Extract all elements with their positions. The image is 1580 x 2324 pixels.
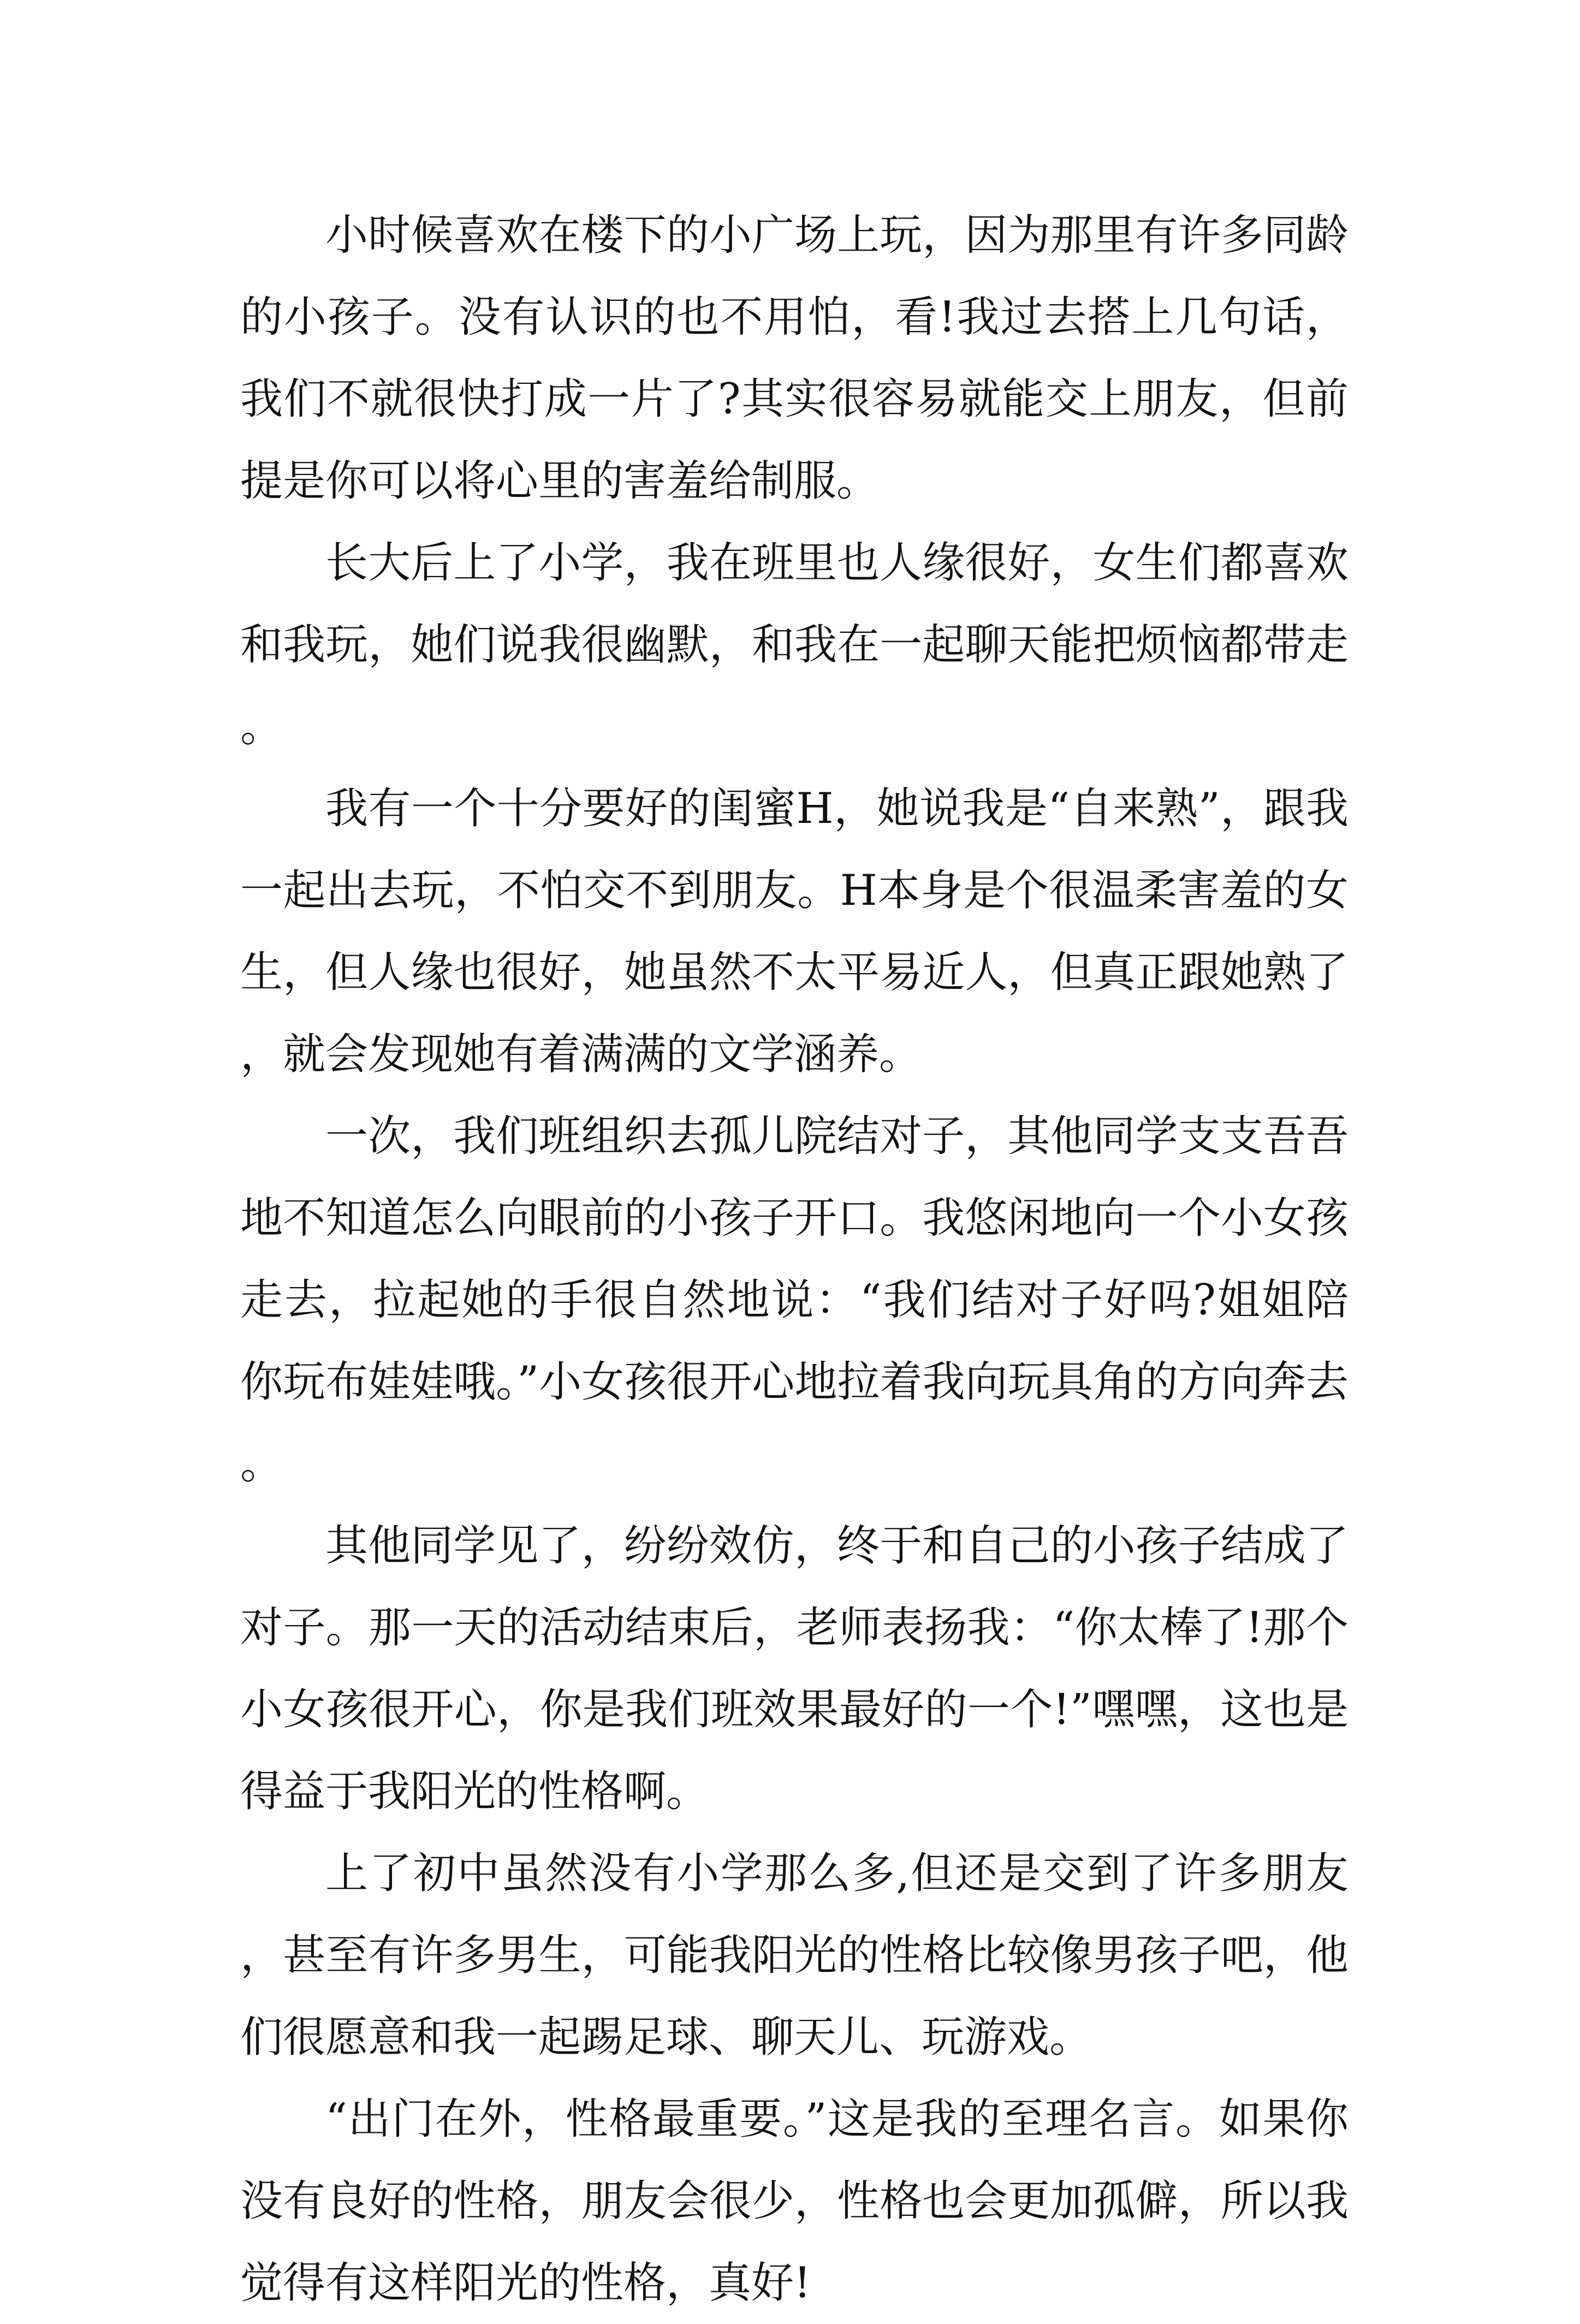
paragraph-5: 其他同学见了，纷纷效仿，终于和自己的小孩子结成了对子。那一天的活动结束后，老师表扬我：“你太棒了!那个小女孩很开心，你是我们班效果最好的一个!”嘿嘿，这也是得益于我阳光的性格啊。 bbox=[240, 1521, 1349, 1816]
paragraph-2: 长大后上了小学，我在班里也人缘很好，女生们都喜欢和我玩，她们说我很幽默，和我在一起聊天能把烦恼都带走。 bbox=[240, 538, 1349, 751]
paragraph-6: 上了初中虽然没有小学那么多,但还是交到了许多朋友，甚至有许多男生，可能我阳光的性格比较像男孩子吧，他们很愿意和我一起踢足球、聊天儿、玩游戏。 bbox=[240, 1849, 1349, 2062]
paragraph-1: 小时候喜欢在楼下的小广场上玩，因为那里有许多同龄的小孩子。没有认识的也不用怕，看!我过去搭上几句话，我们不就很快打成一片了?其实很容易就能交上朋友，但前提是你可以将心里的害羞给制服。 bbox=[240, 211, 1349, 506]
paragraph-7: “出门在外，性格最重要。”这是我的至理名言。如果你没有良好的性格，朋友会很少，性格也会更加孤僻，所以我觉得有这样阳光的性格，真好! bbox=[240, 2095, 1349, 2308]
paragraph-4: 一次，我们班组织去孤儿院结对子，其他同学支支吾吾地不知道怎么向眼前的小孩子开口。我悠闲地向一个小女孩走去，拉起她的手很自然地说：“我们结对子好吗?姐姐陪你玩布娃娃哦。”小女孩很开心地拉着我向玩具角的方向奔去。 bbox=[240, 1112, 1349, 1489]
document-body bbox=[240, 194, 1349, 2324]
paragraph-3: 我有一个十分要好的闺蜜H，她说我是“自来熟”，跟我一起出去玩，不怕交不到朋友。H本身是个很温柔害羞的女生，但人缘也很好，她虽然不太平易近人，但真正跟她熟了，就会发现她有着满满的文学涵养。 bbox=[240, 784, 1349, 1079]
